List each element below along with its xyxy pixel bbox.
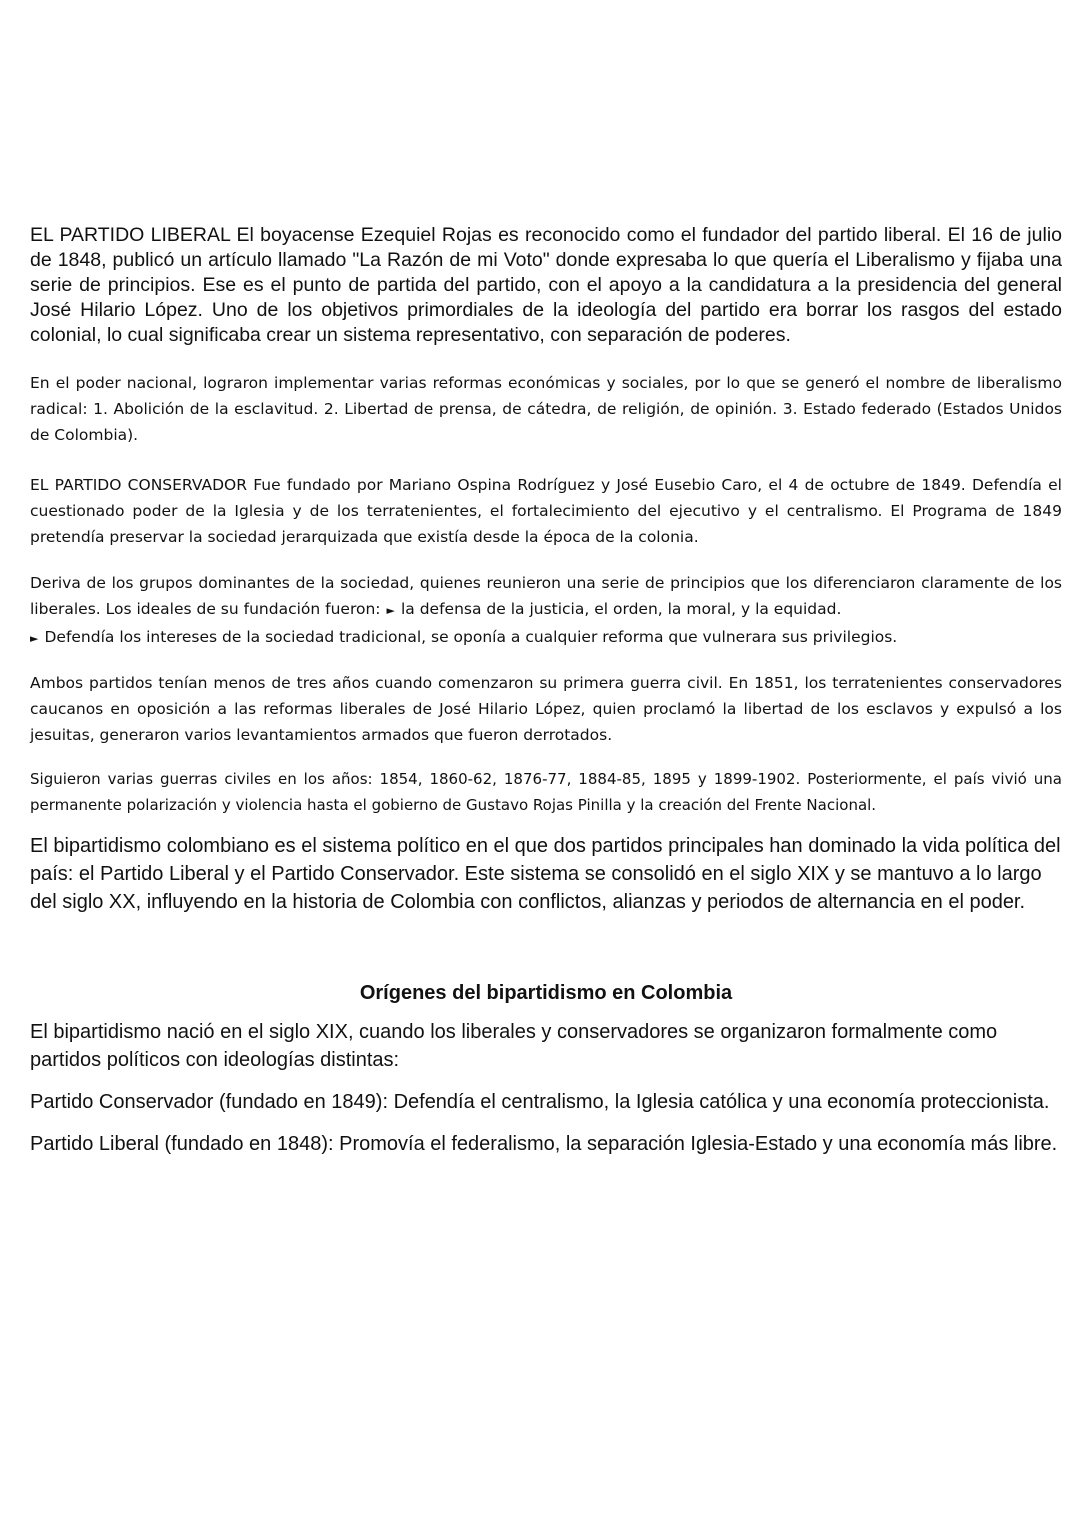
bullet-icon: ► [386,604,395,617]
bullet-icon: ► [30,632,39,645]
paragraph-partido-conservador-origen: Partido Conservador (fundado en 1849): Defendía el centralismo, la Iglesia católica y una economía proteccionista. [30,1091,1050,1113]
paragraph-origenes-intro: El bipartidismo nació en el siglo XIX, cuando los liberales y conservadores se organizaron formalmente como partidos políticos con ideologías distintas: [30,1021,998,1071]
document-page [30,215,1062,1158]
paragraph-liberal-text: El boyacense Ezequiel Rojas es reconocido como el fundador del partido liberal. El 16 de julio de 1848, publicó un artículo llamado "La Razón de mi Voto" donde expresaba lo que quería el Liberalismo y fijaba una serie de principios. Ese es el punto de partida del partido, con el apoyo a la candidatura a la presidencia del general José Hilario López. Uno de los objetivos primordiales de la ideología del partido era borrar los rasgos del estado colonial, lo cual significaba crear un sistema representativo, con separación de poderes. [30,224,1062,346]
section-title-conservador: EL PARTIDO CONSERVADOR [30,476,247,494]
paragraph-partido-liberal-origen: Partido Liberal (fundado en 1848): Promovía el federalismo, la separación Iglesia-Estado y una economía más libre. [30,1133,1058,1155]
paragraph-ambos-partidos: Ambos partidos tenían menos de tres años cuando comenzaron su primera guerra civil. En 1851, los terratenientes conservadores caucanos en oposición a las reformas liberales de José Hilario López, quien proclamó la libertad de los esclavos y expulsó a los jesuitas, generaron varios levantamientos armados que fueron derrotados. [30,674,1062,744]
paragraph-poder-nacional: En el poder nacional, lograron implementar varias reformas económicas y sociales, por lo que se generó el nombre de liberalismo radical: 1. Abolición de la esclavitud. 2. Libertad de prensa, de cátedra, de religión, de opinión. 3. Estado federado (Estados Unidos de Colombia). [30,374,1062,444]
paragraph-conservador-text: Fue fundado por Mariano Ospina Rodríguez y José Eusebio Caro, el 4 de octubre de 1849. Defendía el cuestionado poder de la Iglesia y de los terratenientes, el fortalecimiento del ejecutivo y el centralismo. El Programa de 1849 pretendía preservar la sociedad jerarquizada que existía desde la época de la colonia. [30,476,1062,546]
paragraph-deriva [30,570,1062,652]
paragraph-partido-conservador [30,472,1062,550]
paragraph-guerras-civiles: Siguieron varias guerras civiles en los años: 1854, 1860-62, 1876-77, 1884-85, 1895 y 1899-1902. Posteriormente, el país vivió una permanente polarización y violencia hasta el gobierno de Gustavo Rojas Pinilla y la creación del Frente Nacional. [30,770,1062,814]
paragraph-partido-liberal [30,223,1062,348]
ideal-item-1: la defensa de la justicia, el orden, la moral, y la equidad. [400,600,842,618]
heading-origenes: Orígenes del bipartidismo en Colombia [359,982,733,1004]
section-title-liberal: EL PARTIDO LIBERAL [30,224,231,246]
deriva-text: Deriva de los grupos dominantes de la sociedad, quienes reunieron una serie de principios que los diferenciaron claramente de los liberales. Los ideales de su fundación fueron: [30,574,1062,618]
ideal-item-2: Defendía los intereses de la sociedad tradicional, se oponía a cualquier reforma que vulnerara sus privilegios. [44,628,898,646]
paragraph-bipartidismo: El bipartidismo colombiano es el sistema político en el que dos partidos principales han dominado la vida política del país: el Partido Liberal y el Partido Conservador. Este sistema se consolidó en el siglo XIX y se mantuvo a lo largo del siglo XX, influyendo en la historia de Colombia con conflictos, alianzas y periodos de alternancia en el poder. [30,835,1061,913]
